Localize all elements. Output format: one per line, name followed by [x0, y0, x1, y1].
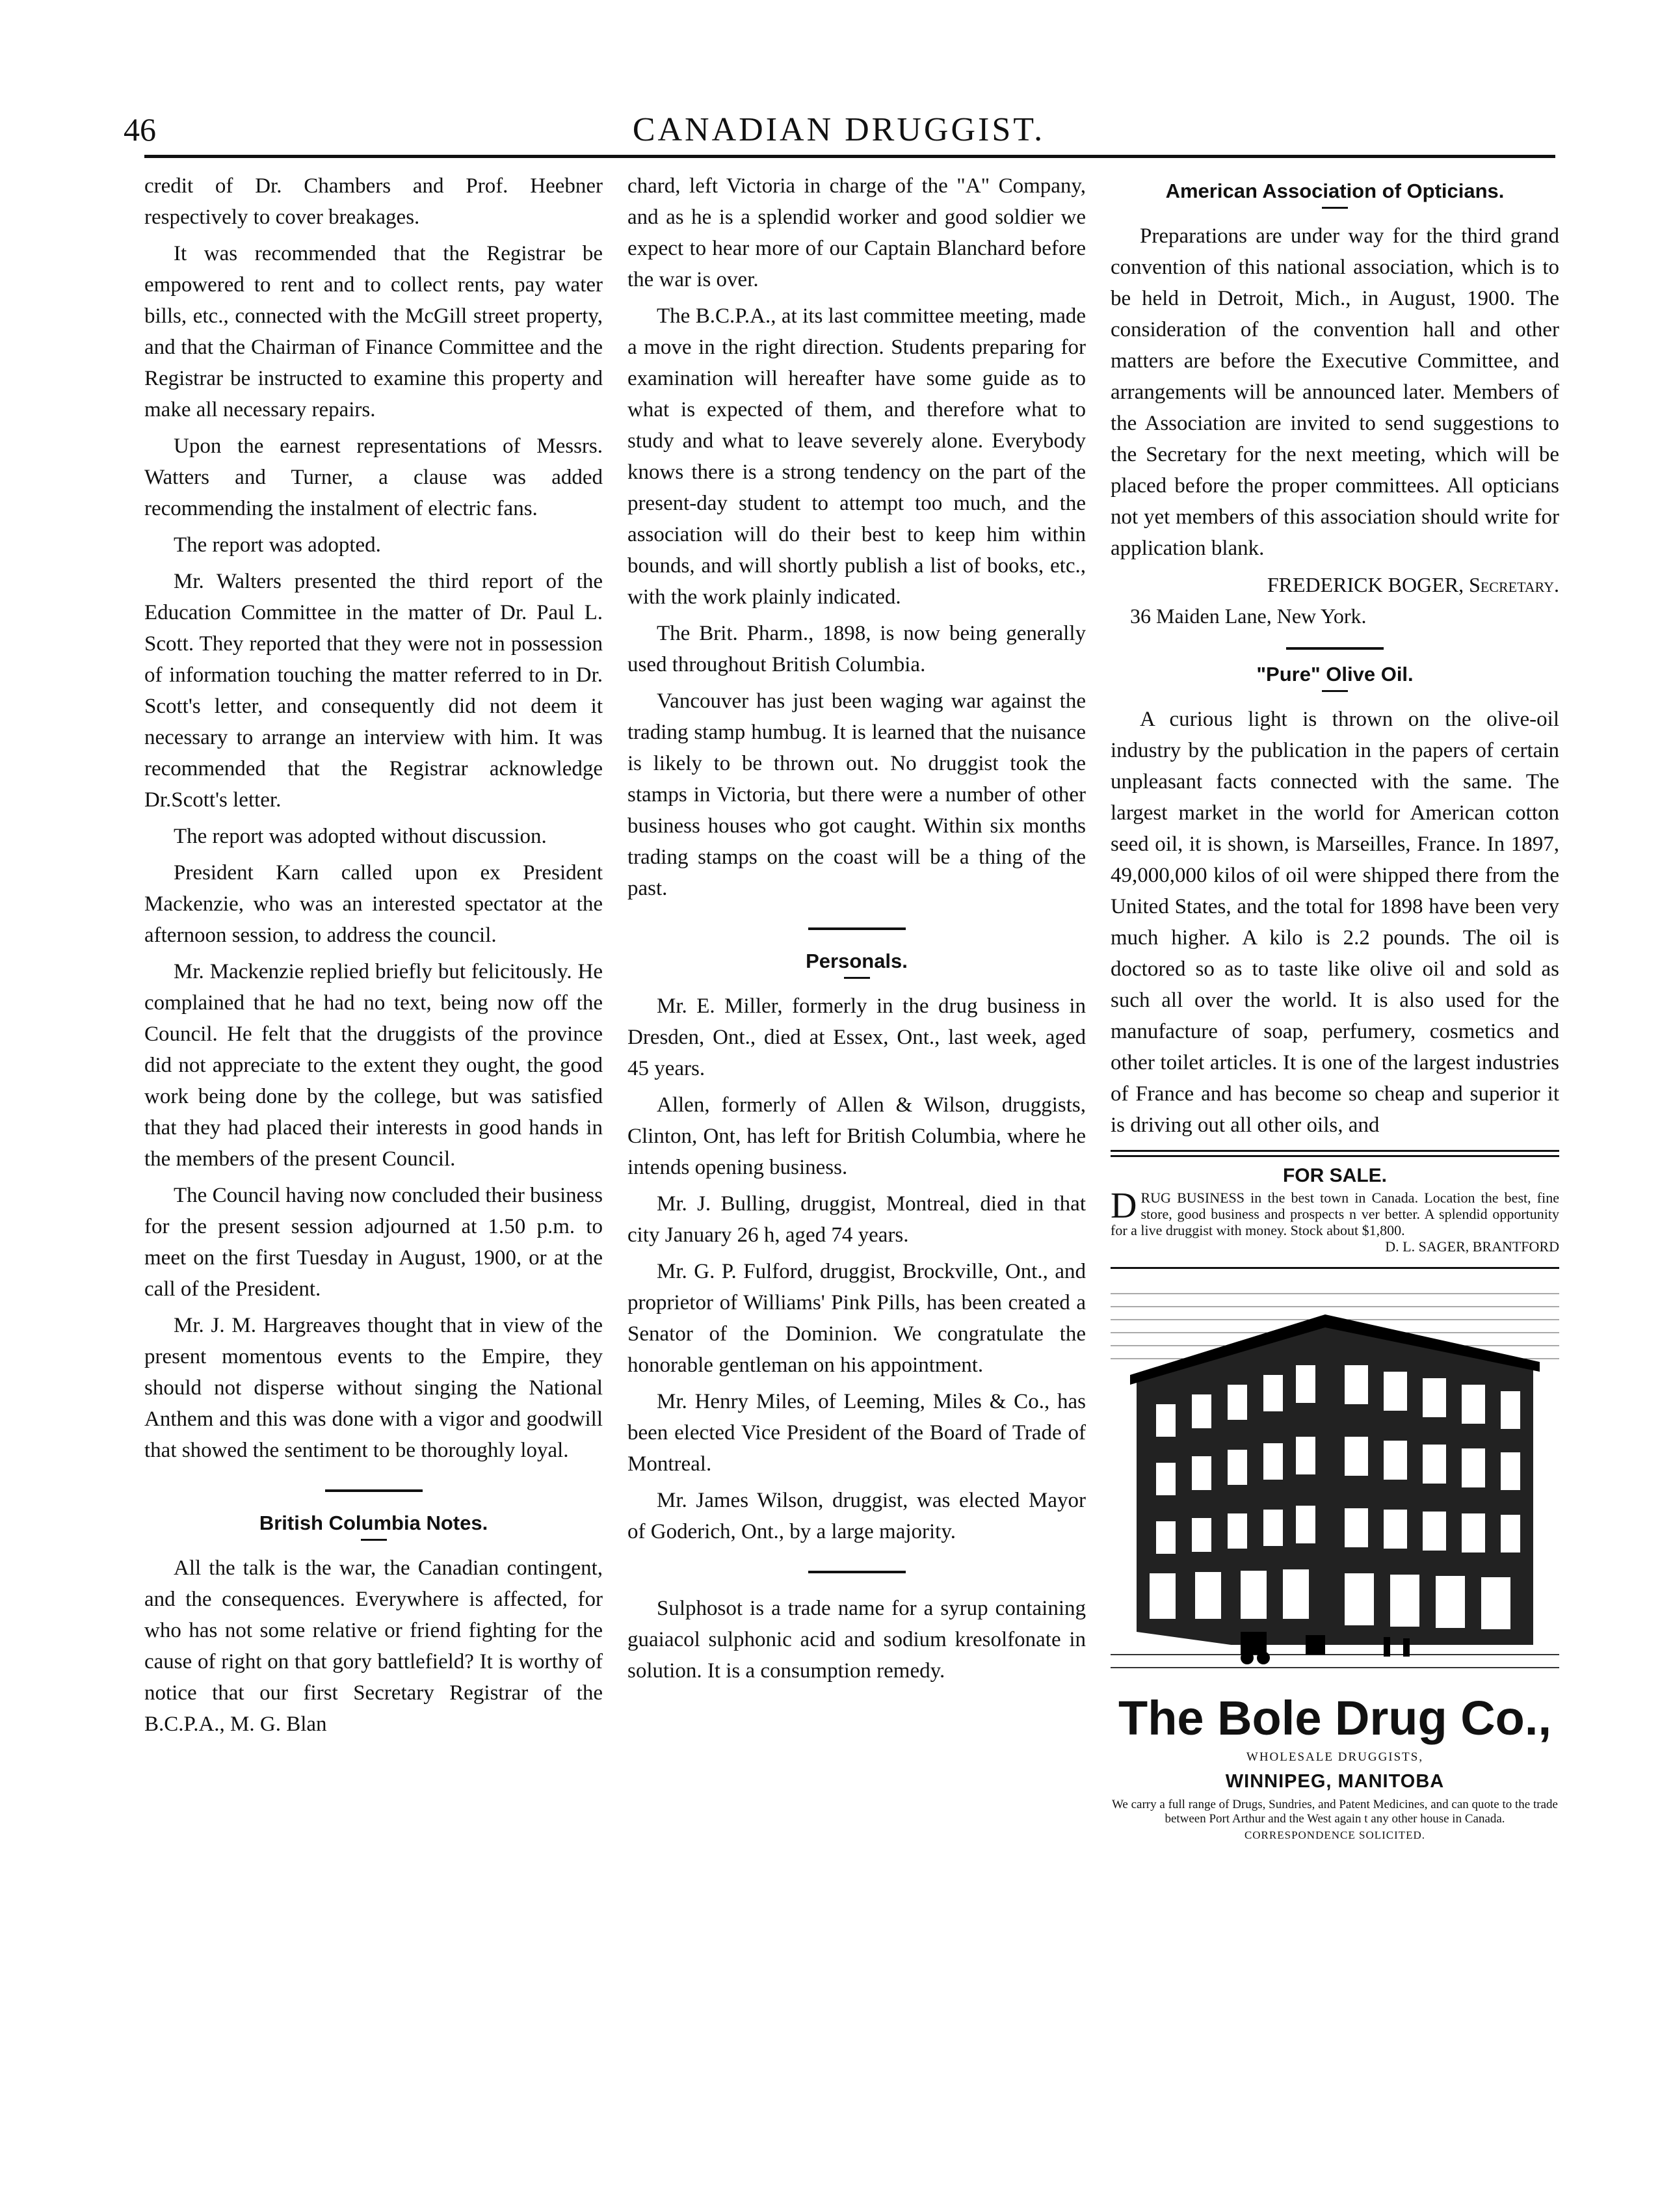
personal-item: Mr. James Wilson, druggist, was elected Mayor of Goderich, Ont., by a large majority.: [627, 1489, 1086, 1543]
company-footer: CORRESPONDENCE SOLICITED.: [1244, 1829, 1426, 1841]
page-number: 46: [124, 111, 156, 148]
ad-signature: D. L. SAGER, BRANTFORD: [1385, 1238, 1559, 1255]
paragraph: President Karn called upon ex President Mackenzie, who was an interested spectator at the afternoon session, to address the council.: [144, 861, 603, 947]
paragraph: The B.C.P.A., at its last committee meeting, made a move in the right direction. Students preparing for examination will hereafter have some guide as to what is expected of them, and therefore what to study and what to leave severely alone. Everybody knows there is a strong tendency on the part of the present-day student to attempt too much, and the association will do their best to keep him within bounds, and will shortly publish a list of books, etc., with the work plainly indicated.: [627, 304, 1086, 609]
heading-dash: [844, 977, 870, 979]
personal-item: Mr. Henry Miles, of Leeming, Miles & Co., has been elected Vice President of the Board of Trade of Montreal.: [627, 1390, 1086, 1476]
page-header: [124, 111, 1554, 156]
section-heading-olive-oil: "Pure" Olive Oil.: [1256, 663, 1414, 686]
bole-drug-ad: [1111, 1281, 1559, 1842]
paragraph: Vancouver has just been waging war against the trading stamp humbug. It is learned that the nuisance is likely to be thrown out. No druggist took the stamps in Victoria, but there were a number of other business houses who got caught. Within six months trading stamps on the coast will be a thing of the past.: [627, 689, 1086, 900]
company-subtitle: WHOLESALE DRUGGISTS,: [1246, 1750, 1424, 1764]
paragraph: A curious light is thrown on the olive-oil industry by the publication in the papers of certain unpleasant facts connected with the same. The largest market in the world for American cotton seed oil, it is shown, is Marseilles, France. In 1897, 49,000,000 kilos of oil were shipped there from the United States, and the total for 1898 have been very much higher. A kilo is 2.2 pounds. The oil is doctored so as to taste like olive oil and sold as such all over the world. It is also used for the manufacture of soap, perfumery, cosmetics and other toilet articles. It is one of the largest industries of France and has become so cheap and superior it is driving out all other oils, and: [1111, 708, 1559, 1137]
section-heading-personals: Personals.: [806, 950, 908, 972]
for-sale-ad: [1111, 1165, 1559, 1255]
header-rule: [144, 155, 1555, 158]
paragraph: Mr. Mackenzie replied briefly but felicitously. He complained that he had no text, being now off the Council. He felt that the druggists of the province did not appreciate to the extent they ought, the good work being done by the college, but was satisfied that they had placed their interests in good hands in the members of the present Council.: [144, 960, 603, 1171]
signature: FREDERICK BOGER, Secretary.: [1267, 573, 1559, 596]
paragraph: Mr. J. M. Hargreaves thought that in view of the present momentous events to the Empire, they should not disperse without singing the National Anthem and this was done with a vigor and goodwill that showed the sentiment to be thoroughly loyal.: [144, 1314, 603, 1462]
ad-title: FOR SALE.: [1282, 1165, 1387, 1186]
paragraph: credit of Dr. Chambers and Prof. Heebner respectively to cover breakages.: [144, 174, 603, 229]
personal-item: Mr. J. Bulling, druggist, Montreal, died in that city January 26 h, aged 74 years.: [627, 1192, 1086, 1247]
personal-item: Mr. G. P. Fulford, druggist, Brockville, Ont., and proprietor of Williams' Pink Pills, has been created a Senator of the Dominion. We congratulate the honorable gentleman on his appointment.: [627, 1260, 1086, 1377]
section-heading-opticians: American Association of Opticians.: [1165, 180, 1505, 202]
paragraph: The Brit. Pharm., 1898, is now being generally used throughout British Columbia.: [627, 622, 1086, 676]
paragraph: Mr. Walters presented the third report of the Education Committee in the matter of Dr. Paul L. Scott. They reported that they were not in possession of information touching the matter referred to in Dr. Scott's letter, and consequently did not deem it necessary to arrange an interview with him. It was recommended that the Registrar acknowledge Dr.Scott's letter.: [144, 570, 603, 812]
paragraph: Preparations are under way for the third grand convention of this national association, which is to be held in Detroit, Mich., in August, 1900. The consideration of the convention hall and other matters are before the Executive Committee, and arrangements will be announced later. Members of the Association are invited to send suggestions to the Secretary for the next meeting, which will be placed before the proper committees. All opticians not yet members of this association should write for application blank.: [1111, 224, 1559, 560]
section-divider: [1286, 647, 1384, 650]
company-name: The Bole Drug Co.,: [1118, 1691, 1551, 1745]
section-divider: [325, 1489, 423, 1492]
personal-item: Mr. E. Miller, formerly in the drug business in Dresden, Ont., died at Essex, Ont., last week, aged 45 years.: [627, 994, 1086, 1080]
paragraph: Sulphosot is a trade name for a syrup containing guaiacol sulphonic acid and sodium kresolfonate in solution. It is a consumption remedy.: [627, 1597, 1086, 1683]
address: 36 Maiden Lane, New York.: [1130, 604, 1367, 628]
section-heading-bc-notes: British Columbia Notes.: [259, 1512, 488, 1534]
paragraph: All the talk is the war, the Canadian contingent, and the consequences. Everywhere is affected, for who has not some relative or friend fighting for the cause of right on that gory battlefield? It is worthy of notice that our first Secretary Registrar of the B.C.P.A., M. G. Blan: [144, 1556, 603, 1736]
ad-double-rule: [1111, 1150, 1559, 1157]
heading-dash: [1322, 207, 1348, 209]
paragraph: Upon the earnest representations of Messrs. Watters and Turner, a clause was added recommending the instalment of electric fans.: [144, 434, 603, 520]
paragraph: chard, left Victoria in charge of the "A" Company, and as he is a splendid worker and good soldier we expect to hear more of our Captain Blanchard before the war is over.: [627, 174, 1086, 291]
ad-rule: [1111, 1267, 1559, 1269]
company-city: WINNIPEG, MANITOBA: [1225, 1771, 1445, 1792]
building-illustration: [1111, 1281, 1559, 1684]
company-text: We carry a full range of Drugs, Sundries, and Patent Medicines, and can quote to the trade between Port Arthur and the West again t any other house in Canada.: [1112, 1798, 1558, 1826]
heading-dash: [1322, 690, 1348, 692]
paragraph: The report was adopted without discussion.: [174, 825, 547, 848]
personal-item: Allen, formerly of Allen & Wilson, druggists, Clinton, Ont, has left for British Columbia, where he intends opening business.: [627, 1093, 1086, 1179]
journal-title: CANADIAN DRUGGIST.: [632, 111, 1046, 148]
paragraph: The Council having now concluded their business for the present session adjourned at 1.50 p.m. to meet on the first Tuesday in August, 1900, or at the call of the President.: [144, 1184, 603, 1301]
paragraph: It was recommended that the Registrar be empowered to rent and to collect rents, pay water bills, etc., connected with the McGill street property, and that the Chairman of Finance Committee and the Registrar be instructed to examine this property and make all necessary repairs.: [144, 242, 603, 421]
column-right: [1111, 170, 1559, 1842]
ad-body: [1111, 1186, 1559, 1238]
ad-body-text: RUG BUSINESS in the best town in Canada. Location the best, fine store, good business and prospects n ver better. A splendid opportunity for a live druggist with money. Stock about $1,800.: [1111, 1190, 1559, 1238]
ad-dropcap: D: [1111, 1186, 1137, 1226]
section-divider: [808, 1571, 906, 1573]
column-left: [144, 170, 603, 1745]
section-divider: [808, 927, 906, 930]
column-middle: [627, 170, 1086, 1692]
heading-dash: [361, 1539, 387, 1541]
paragraph: The report was adopted.: [174, 533, 381, 557]
